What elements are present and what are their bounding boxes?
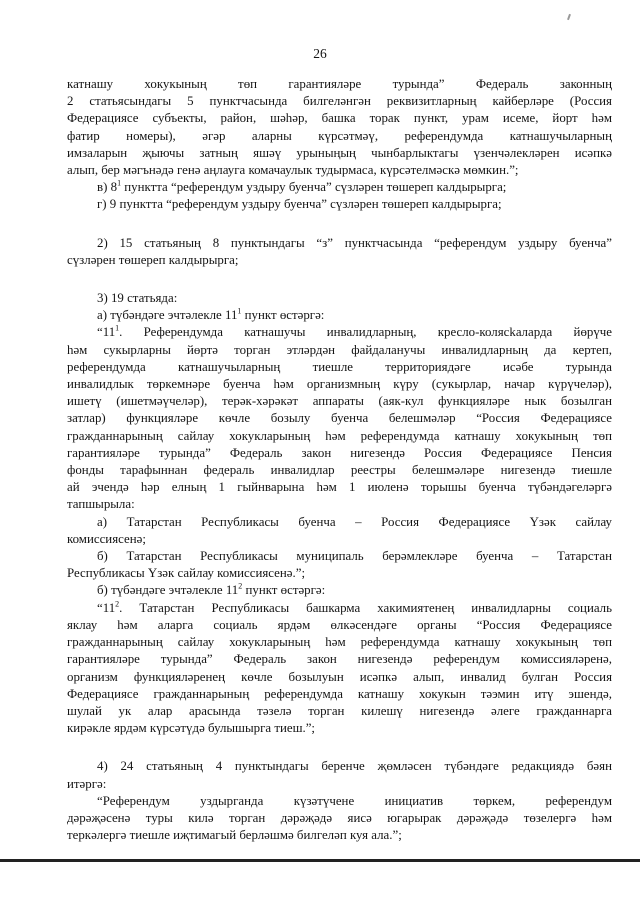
text-line: “$11^2$. Татарстан Республикасы башкарма хакимиятенең инвалидларны социаль [97,599,612,615]
text-line: инвалидлык төркемнәре буенча һәм организмның күру (сукырлар, начар күрүчеләр), [67,377,612,392]
text-line: 3) 19 статьяда: [97,291,178,306]
text-line: алып, бер мәгънәдә генә аңлауга комачаулык тудырмаса, күрсәтелмәскә мөмкин.”; [67,163,519,178]
text-line: Республикасы Үзәк сайлау комиссиясенә.”; [67,566,306,581]
text-line: “Референдум уздырганда күзәтүчене инициатив төркем, референдум [97,793,612,808]
text-line: тапшырыла: [67,497,135,512]
text-line: организм функцияләренең көчле бозылуын исәпкә алып, инвалид булган Россия [67,669,612,684]
text-line: Федерациясе гражданнарының референдумда катнашу хокукын тәэмин итү эшендә, [67,686,612,701]
text-line: а) түбәндәге эчтәлекле $11^1$ пункт өстәргә: [97,306,325,323]
text-line: референдумда катнашучыларның тиешле территориядәге исәбе турында [67,359,612,374]
text-line: 2) 15 статьяның 8 пунктындагы “з” пунктчасында “референдум уздыру буенча” [97,235,612,250]
text-line: гарантияләре турында” Федераль закон нигезендә референдум комиссияләренә, [67,652,612,667]
text-line: гражданнарының сайлау хокукларының һәм референдумда катнашу хокукының төп [67,635,612,650]
bottom-border-line [0,859,640,862]
text-line: гарантияләре турында” Федераль закон нигезендә Россия Федерациясе Пенсия [67,445,612,460]
text-line: итәргә: [67,776,107,791]
text-line: комиссиясенә; [67,531,146,546]
text-line: б) Татарстан Республикасы муниципаль берәмлекләре буенча – Татарстан [97,549,612,564]
text-line: в) $8^1$ пунктта “референдум уздыру буенча” сүзләрен төшереп калдырырга; [97,178,507,195]
text-line: Федерациясе субъекты, район, шәһәр, башка торак пункт, урам исеме, йорт һәм [67,111,612,126]
text-line: ишетү (ишетмәүчеләр), терәк-хәрәкәт аппараты (аяк-кул функцияләре нык бозылган [67,394,612,409]
text-line: а) Татарстан Республикасы буенча – Россия Федерациясе Үзәк сайлау [97,514,612,529]
text-line: имзаларын җыючы затның яшәү урыныңың чынбарлыктагы үзенчәлекләрен исәпкә [67,145,612,160]
text-line: 2 статьясындагы 5 пунктчасында билгеләнгән реквизитларның кайберләре (Россия [67,94,612,109]
text-line: б) түбәндәге эчтәлекле $11^2$ пункт өстәргә: [97,582,326,598]
text-line: г) 9 пунктта “референдум уздыру буенча” сүзләрен төшереп калдырырга; [97,197,502,212]
text-line: һәм сукырларны йөртә торган этләрдән файдаланучы инвалидларның да кертеп, [67,342,612,357]
text-line: ай эчендә һәр елның 1 гыйнварына һәм 1 июленә торышы буенча түбәндәгеләргә [67,480,612,495]
text-line: кирәкле ярдәм күрсәтүдә булышырга тиеш.”; [67,721,316,736]
page-number: 26 [313,46,327,61]
text-line: катнашу хокукының төп гарантияләре турында” Федераль законның [67,77,612,91]
text-line: теркәлергә тиешле иҗтимагый берләшмә билгеләп куя ала.”; [67,828,402,843]
text-line: гражданнарының сайлау хокукларының һәм референдумда катнашу хокукының төп [67,428,612,443]
text-line: фонды тарафыннан федераль инвалидлар реестры белешмәләре нигезендә тиешле [67,463,612,478]
scan-mark [567,14,571,20]
text-line: яклау һәм аларга социаль ярдәм өлкәсендәге органы “Россия Федерациясе [67,617,612,632]
text-line: затлар) функцияләре көчле бозылу буенча белешмәләр “Россия Федерациясе [67,411,612,426]
text-line: 4) 24 статьяның 4 пунктындагы беренче җөмләсен түбәндәге редакциядә бәян [97,759,612,774]
text-line: дәрәҗәсенә туры килә торган дәрәҗәдә яисә югарырак дәрәҗәдә төзелергә һәм [67,810,612,825]
text-line: шулай ук алар арасында тәзелә торган килешү нигезендә әлеге гражданнарга [67,703,612,718]
document-body [67,76,612,844]
text-line: “$11^1$. Референдумда катнашучы инвалидларның, кресло-колясkaларда йөрүче [97,324,612,340]
text-line: фатир номеры), әгәр аларны күрсәтмәү, референдумда катнашучыларның [67,128,612,143]
text-line: сүзләрен төшереп калдырырга; [67,252,239,267]
